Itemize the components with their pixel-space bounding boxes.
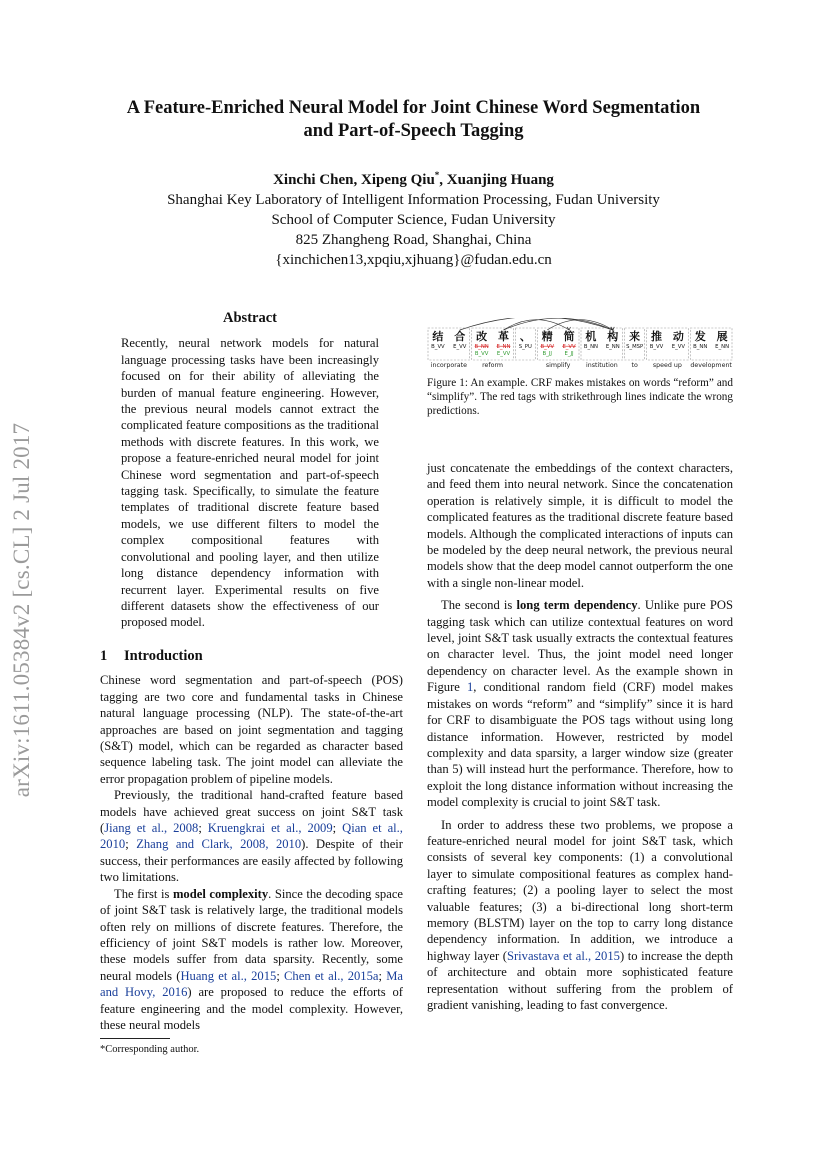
figure-1-caption: Figure 1: An example. CRF makes mistakes on words “reform” and “simplify”. The red tags with strikethrough lines indicate the wrong predictions. <box>427 377 733 417</box>
footnote: *Corresponding author. <box>100 1038 199 1055</box>
author-names: Xinchi Chen, Xipeng Qiu*, Xuanjing Huang <box>273 170 554 188</box>
abstract-text: Recently, neural network models for natural language processing tasks have been increasingly focused on for their ability of alleviating the burden of manual feature engineering. However, the previous neural models cannot extract the complicated feature compositions as the traditional methods with discrete features. In this work, we propose a feature-enriched neural model for joint Chinese word segmentation and part-of-speech tagging task. Specifically, to simulate the feature templates of traditional discrete feature based models, we use different filters to model the complex compositional features with convolutional and pooling layer, and then utilize long distance dependency information with recurrent layer. Experimental results on five different datasets show the effectiveness of our proposed model. <box>121 336 379 630</box>
chinese-character: 推 <box>651 330 662 343</box>
english-gloss: reform <box>482 362 504 369</box>
email: {xinchichen13,xpqiu,xjhuang}@fudan.edu.cn <box>275 252 552 268</box>
chinese-character: 展 <box>716 330 728 343</box>
citation-link[interactable]: Kruengkrai et al., 2009 <box>207 821 333 836</box>
chinese-character: 简 <box>563 330 575 343</box>
english-gloss: institution <box>585 362 618 369</box>
figure-1-diagram <box>427 318 733 370</box>
citation-link[interactable]: Srivastava et al., 2015 <box>506 948 620 963</box>
chinese-character: 、 <box>519 330 531 343</box>
paper-title <box>90 97 737 143</box>
english-gloss: simplify <box>545 362 571 369</box>
footnote-rule <box>100 1038 170 1039</box>
chinese-character: 来 <box>629 330 641 343</box>
pos-tag: B_NN <box>693 344 708 350</box>
pos-tag: S_PU <box>518 344 532 350</box>
citation-link[interactable]: Huang et al., 2015 <box>180 968 277 983</box>
title-line-2: and Part-of-Speech Tagging <box>303 121 524 141</box>
right-column <box>427 460 733 1013</box>
wrong-tag: B_VV <box>540 344 554 350</box>
affiliation-1: Shanghai Key Laboratory of Intelligent Information Processing, Fudan University <box>167 192 660 208</box>
title-line-1: A Feature-Enriched Neural Model for Joint Chinese Word Segmentation <box>126 98 701 118</box>
english-gloss: speed up <box>652 362 682 369</box>
intro-paragraph-3: The first is model complexity. Since the decoding space of joint S&T task is relatively large, the traditional models often rely on millions of discrete features. Therefore, the efficiency of joint S&T models is rather low. Moreover, these models suffer from data sparsity. Recently, some neural models (Huang et al., 2015; Chen et al., 2015a; Ma and Hovy, 2016) are proposed to reduce the efforts of feature engineering and the model complexity. However, these neural models <box>100 886 404 1032</box>
citation-link[interactable]: Chen et al., 2015a <box>284 968 379 983</box>
chinese-character: 发 <box>694 330 706 343</box>
chinese-character: 改 <box>476 330 488 343</box>
citation-link[interactable]: Jiang et al., 2008 <box>104 821 199 836</box>
address: 825 Zhangheng Road, Shanghai, China <box>295 232 532 248</box>
chinese-character: 精 <box>541 330 553 343</box>
citation-link[interactable]: Zhang and Clark, 2008, 2010 <box>136 837 302 852</box>
chinese-character: 结 <box>432 330 444 343</box>
abstract-section <box>121 310 379 631</box>
affiliation-2: School of Computer Science, Fudan University <box>271 212 556 228</box>
abstract-heading: Abstract <box>223 310 277 326</box>
intro-paragraph-1: Chinese word segmentation and part-of-speech (POS) tagging are two core and fundamental tasks in Chinese natural language processing (NLP). The state-of-the-art approaches are based on joint segmentation and tagging (S&T) model, which can be regarded as character based sequence labeling task. The joint model can alleviate the error propagation problem of pipeline models. <box>100 673 403 786</box>
wrong-tag: E_NN <box>496 344 511 350</box>
pos-tag: E_VV <box>671 344 685 350</box>
chinese-character: 机 <box>585 330 597 343</box>
pos-tag: E_NN <box>715 344 730 350</box>
english-gloss: incorporate <box>430 362 468 369</box>
chinese-character: 革 <box>498 330 509 343</box>
section-heading: 1 Introduction <box>100 648 203 664</box>
citation-link[interactable]: Ma and Hovy, 2016 <box>100 968 404 1000</box>
english-gloss: to <box>631 362 638 369</box>
chinese-character: 合 <box>454 330 466 343</box>
author-block <box>90 165 737 270</box>
right-paragraph-2: The second is long term dependency. Unlike pure POS tagging task which can utilize contextual features on word level, joint S&T task usually extracts the contextual features on character level. Thus, the joint model need longer dependency on character level. As the example shown in Figure 1, conditional random field (CRF) model makes mistakes on words “reform” and “simplify” since it is hard for CRF to disambiguate the POS tags without using long distance information. However, restricted by model complexity and data sparsity, a larger window size (greater than 5) will instead hurt the performance. Therefore, how to exploit the long distance information without increasing the model complexity is crucial to joint S&T task. <box>427 598 733 810</box>
english-gloss: development <box>690 362 732 369</box>
correct-tag: B_VV <box>474 351 489 357</box>
pos-tag: B_VV <box>431 344 445 350</box>
introduction-section <box>100 636 403 1033</box>
pos-tag: E_NN <box>605 344 620 350</box>
chinese-character: 构 <box>607 330 619 343</box>
chinese-character: 动 <box>672 330 684 343</box>
correct-tag: E_VV <box>496 351 511 357</box>
figure-ref-link[interactable]: 1 <box>466 680 474 695</box>
correct-tag: B_JJ <box>542 351 552 357</box>
intro-paragraph-2: Previously, the traditional hand-crafted feature based models have achieved great success on joint S&T task (Jiang et al., 2008; Kruengkrai et al., 2009; Qian et al., 2010; Zhang and Clark, 2008, 2010). Despite of their success, their performances are easily affected by following two limitations. <box>100 788 404 885</box>
pos-tag: B_NN <box>583 344 599 350</box>
citation-link[interactable]: Qian et al., 2010 <box>100 821 403 852</box>
correct-tag: E_JJ <box>564 351 574 357</box>
pos-tag: S_MSP <box>626 344 644 350</box>
pos-tag: E_VV <box>453 344 467 350</box>
right-paragraph-1: just concatenate the embeddings of the context characters, and feed them into neural network. Since the concatenation operation is relatively simple, it is difficult to model the complicated features as the traditional discrete feature based models. Although the complicated interactions of inputs can be modeled by the deep neural network, the previous neural models show that the deep model cannot outperform the one with a single non-linear model. <box>427 461 733 590</box>
wrong-tag: B_NN <box>474 344 489 350</box>
right-paragraph-3: In order to address these two problems, we propose a feature-enriched neural model for joint S&T task, which consists of several key components: (1) a convolutional layer to simulate compositional features as complex hand-crafting features; (2) a pooling layer to select the most valuable features; (3) a bi-directional long short-term memory (BLSTM) layer on the top to carry long distance dependency information. In addition, we introduce a highway layer (Srivastava et al., 2015) to increase the depth of architecture and obtain more sophisticated feature representation without suffering from the problem of gradient vanishing, leading to fast convergence. <box>427 817 733 1012</box>
pos-tag: B_VV <box>649 344 664 350</box>
wrong-tag: E_VV <box>562 344 576 350</box>
arxiv-stamp: arXiv:1611.05384v2 [cs.CL] 2 Jul 2017 <box>9 422 34 798</box>
